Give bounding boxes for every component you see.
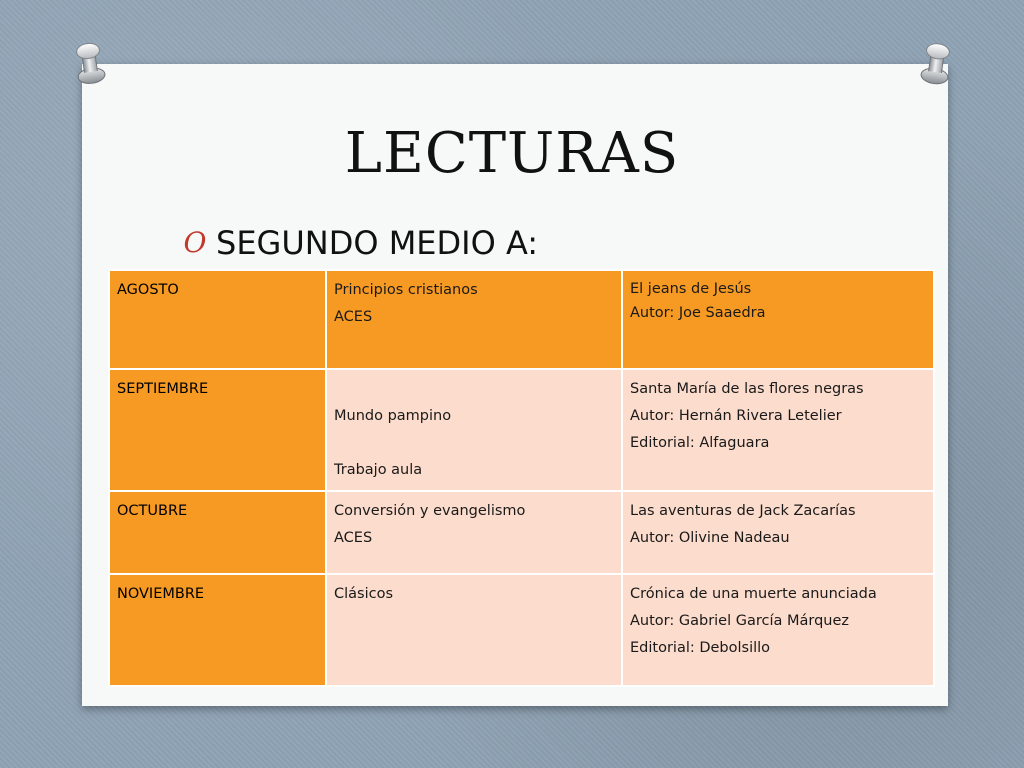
table-row (109, 270, 934, 369)
book-cell (622, 574, 934, 686)
book-line: Crónica de una muerte anunciada (630, 586, 877, 602)
month-cell (109, 270, 326, 369)
book-line: Editorial: Debolsillo (630, 640, 771, 656)
book-cell (622, 491, 934, 574)
book-line: Santa María de las flores negras (630, 381, 864, 397)
slide-title: LECTURAS (344, 121, 680, 186)
topic-line: Conversión y evangelismo (334, 503, 526, 519)
table-row (109, 369, 934, 491)
book-line: El jeans de Jesús (630, 281, 752, 297)
topic-cell (326, 574, 622, 686)
bullet-text: SEGUNDO MEDIO A: (216, 224, 539, 262)
book-line: Las aventuras de Jack Zacarías (630, 503, 856, 519)
month-cell (109, 491, 326, 574)
table-row (109, 491, 934, 574)
topic-line: Trabajo aula (334, 462, 423, 478)
topic-line (334, 376, 614, 403)
book-line: Autor: Olivine Nadeau (630, 530, 790, 546)
topic-cell (326, 369, 622, 491)
topic-line (334, 430, 614, 457)
topic-line: ACES (334, 309, 373, 325)
topic-cell (326, 270, 622, 369)
topic-line: Principios cristianos (334, 282, 478, 298)
month-cell (109, 574, 326, 686)
book-cell (622, 369, 934, 491)
topic-line: Clásicos (334, 586, 394, 602)
book-line: Autor: Hernán Rivera Letelier (630, 408, 842, 424)
month-label: AGOSTO (117, 282, 179, 298)
book-line: Autor: Gabriel García Márquez (630, 613, 850, 629)
bullet-o-icon: O (183, 226, 207, 259)
book-cell (622, 270, 934, 369)
table-row (109, 574, 934, 686)
month-label: OCTUBRE (117, 503, 188, 519)
pushpin-icon (72, 41, 106, 88)
topic-cell (326, 491, 622, 574)
bullet-item (182, 222, 538, 264)
month-label: SEPTIEMBRE (117, 381, 209, 397)
readings-table (108, 269, 935, 687)
month-label: NOVIEMBRE (117, 586, 205, 602)
book-line: Autor: Joe Saaedra (630, 305, 766, 321)
topic-line: Mundo pampino (334, 408, 452, 424)
book-line: Editorial: Alfaguara (630, 435, 770, 451)
month-cell (109, 369, 326, 491)
topic-line: ACES (334, 530, 373, 546)
